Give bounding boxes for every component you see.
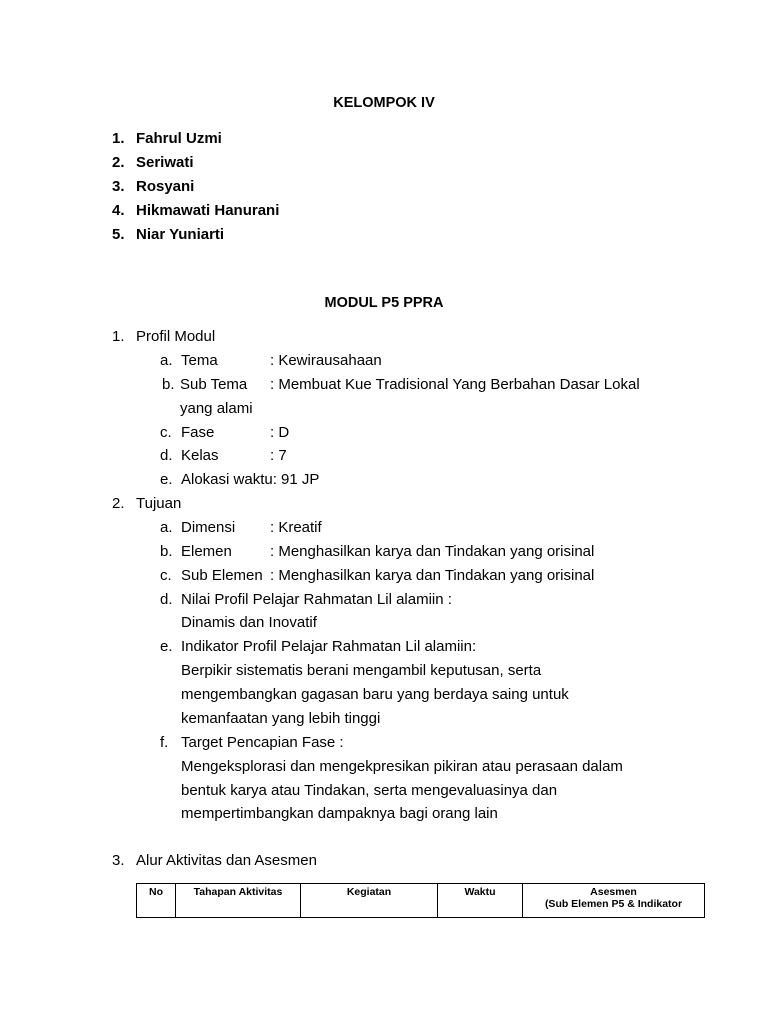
item-label: Elemen xyxy=(181,543,232,560)
member-number: 3. xyxy=(112,178,125,195)
col-header-waktu: Waktu xyxy=(438,884,523,918)
alur-table xyxy=(136,883,705,918)
item-marker: f. xyxy=(160,734,169,751)
item-label: Dimensi xyxy=(181,519,236,536)
item-label: Sub Elemen xyxy=(181,567,263,584)
kelompok-title: KELOMPOK IV xyxy=(333,95,435,111)
member-number: 1. xyxy=(112,130,125,147)
item-marker: b. xyxy=(162,376,175,393)
section-heading: Tujuan xyxy=(136,495,182,512)
member-name: Rosyani xyxy=(136,178,195,195)
modul-title: MODUL P5 PPRA xyxy=(324,295,444,311)
member-name: Niar Yuniarti xyxy=(136,226,225,243)
item-label: Sub Tema xyxy=(180,376,248,393)
item-text-line: kemanfaatan yang lebih tinggi xyxy=(181,710,381,727)
item-marker: e. xyxy=(160,471,173,488)
item-text-line: bentuk karya atau Tindakan, serta mengevaluasinya dan xyxy=(181,782,558,799)
member-number: 2. xyxy=(112,154,125,171)
item-text: Indikator Profil Pelajar Rahmatan Lil alamiin: xyxy=(181,638,477,655)
section-number: 1. xyxy=(112,328,125,345)
item-marker: b. xyxy=(160,543,173,560)
item-text: Target Pencapian Fase : xyxy=(181,734,344,751)
item-label: Tema xyxy=(181,352,218,369)
item-continuation: yang alami xyxy=(180,400,253,417)
member-number: 5. xyxy=(112,226,125,243)
item-marker: e. xyxy=(160,638,173,655)
section-heading: Profil Modul xyxy=(136,328,216,345)
col-header-no: No xyxy=(137,884,176,918)
item-value: : Kewirausahaan xyxy=(270,352,382,369)
item-marker: c. xyxy=(160,424,172,441)
table-header-row xyxy=(137,884,705,918)
item-marker: d. xyxy=(160,591,173,608)
item-label: Fase xyxy=(181,424,215,441)
item-value: : 7 xyxy=(270,447,287,464)
item-value: : D xyxy=(270,424,290,441)
member-name: Hikmawati Hanurani xyxy=(136,202,280,219)
item-label: Kelas xyxy=(181,447,219,464)
asesmen-subtitle: (Sub Elemen P5 & Indikator xyxy=(544,898,683,910)
section-number: 3. xyxy=(112,852,125,869)
item-text-line: mempertimbangkan dampaknya bagi orang lain xyxy=(181,805,498,822)
item-value: : Menghasilkan karya dan Tindakan yang orisinal xyxy=(270,567,595,584)
item-text: Alokasi waktu: 91 JP xyxy=(181,471,320,488)
item-marker: a. xyxy=(160,519,173,536)
member-name: Seriwati xyxy=(136,154,194,171)
asesmen-title: Asesmen xyxy=(590,886,637,898)
item-marker: c. xyxy=(160,567,172,584)
member-name: Fahrul Uzmi xyxy=(136,130,222,147)
col-header-asesmen xyxy=(523,884,705,918)
item-value: : Menghasilkan karya dan Tindakan yang orisinal xyxy=(270,543,595,560)
item-text-line: Mengeksplorasi dan mengekpresikan pikiran atau perasaan dalam xyxy=(181,758,623,775)
member-number: 4. xyxy=(112,202,125,219)
col-header-kegiatan: Kegiatan xyxy=(301,884,438,918)
col-header-tahapan: Tahapan Aktivitas xyxy=(176,884,301,918)
item-marker: a. xyxy=(160,352,173,369)
item-value: : Kreatif xyxy=(270,519,322,536)
item-text-line: Dinamis dan Inovatif xyxy=(181,614,317,631)
item-text-line: mengembangkan gagasan baru yang berdaya saing untuk xyxy=(181,686,569,703)
item-text: Nilai Profil Pelajar Rahmatan Lil alamiin : xyxy=(181,591,452,608)
section-number: 2. xyxy=(112,495,125,512)
item-value: : Membuat Kue Tradisional Yang Berbahan Dasar Lokal xyxy=(270,376,640,393)
item-marker: d. xyxy=(160,447,173,464)
item-text-line: Berpikir sistematis berani mengambil keputusan, serta xyxy=(181,662,542,679)
section-heading: Alur Aktivitas dan Asesmen xyxy=(136,852,317,869)
